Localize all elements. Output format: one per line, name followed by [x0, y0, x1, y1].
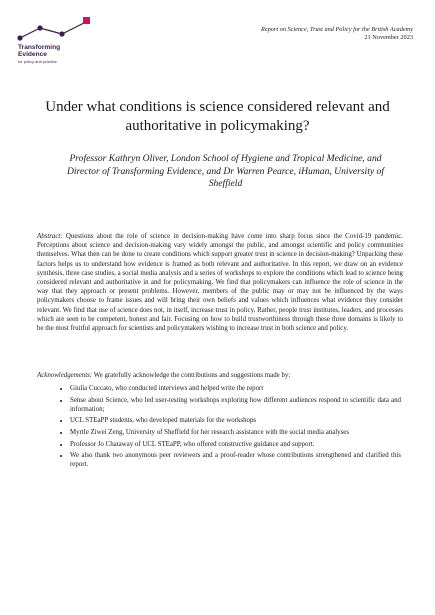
acknowledgements-label: Acknowledgements: [37, 372, 93, 379]
logo-network-icon [16, 14, 106, 46]
authors: Professor Kathryn Oliver, London School of Hygiene and Tropical Medicine, and Director of Transforming Evidence, and Dr Warren Pearce, iHuman, University of Sheffield [67, 153, 384, 189]
report-header [261, 26, 413, 42]
list-item: • Sense about Science, who led user-testing workshops exploring how different audiences respond to scientific data and information; [70, 396, 401, 414]
abstract [37, 232, 403, 333]
logo-text-line2: Evidence [18, 51, 47, 58]
transforming-evidence-logo [16, 14, 106, 64]
abstract-label: Abstract: [37, 233, 63, 240]
report-name: Report on Science, Trust and Policy for the British Academy [260, 26, 413, 33]
acknowledgements-list [56, 384, 401, 472]
page-title: Under what conditions is science considered relevant and authoritative in policymaking? [45, 99, 390, 134]
logo-text-line1: Transforming [18, 44, 61, 51]
list-item: • Giulia Cuccato, who conducted interviews and helped write the report [70, 384, 401, 393]
report-date: 21 November 2023 [364, 34, 413, 41]
list-item: • UCL STEaPP students, who developed materials for the workshops [70, 416, 401, 425]
list-item: • Myrtle Ziwei Zeng, University of Sheffield for her research assistance with the social media analyses [70, 428, 401, 437]
acknowledgements [37, 371, 403, 380]
acknowledgements-intro: We gratefully acknowledge the contributions and suggestions made by: [92, 372, 291, 379]
list-item: • Professor Jo Chataway of UCL STEaPP, who offered constructive guidance and support. [70, 440, 401, 449]
list-item: • We also thank two anonymous peer reviewers and a proof-reader whose contributions strengthened and clarified this report. [70, 451, 401, 469]
logo-tagline: for policy and practice [18, 59, 57, 64]
abstract-text: Questions about the role of science in decision-making have come into sharp focus since the Covid-19 pandemic. Perceptions about science and decision-making vary widely amongst the public, and amongst scientific and policy communities themselves. What then can be done to create conditions which support greater trust in science in decision-making? Unpacking these factors helps us to understand how evidence is framed as both relevant and authoritative. In this report, we draw on an evidence synthesis, three case studies, a social media analysis and a series of workshops to explore the conditions which lead to science being considered relevant and authoritative in and for policymaking. We find that policymakers can influence the role of science in the way that they approach or present problems. However, members of the public may or may not be influenced by the ways policymakers choose to frame issues and will bring their own beliefs and values which influences what evidence they consider relevant. We find that use of science does not, in itself, increase trust in policy. Rather, people trust institutes, leaders, and processes which are seen to be competent, honest and fair. Focusing on how to build trustworthiness through these three domains is likely to be the most fruitful approach for scientists and policymakers wishing to increase trust in both science and policy. [37, 233, 403, 333]
